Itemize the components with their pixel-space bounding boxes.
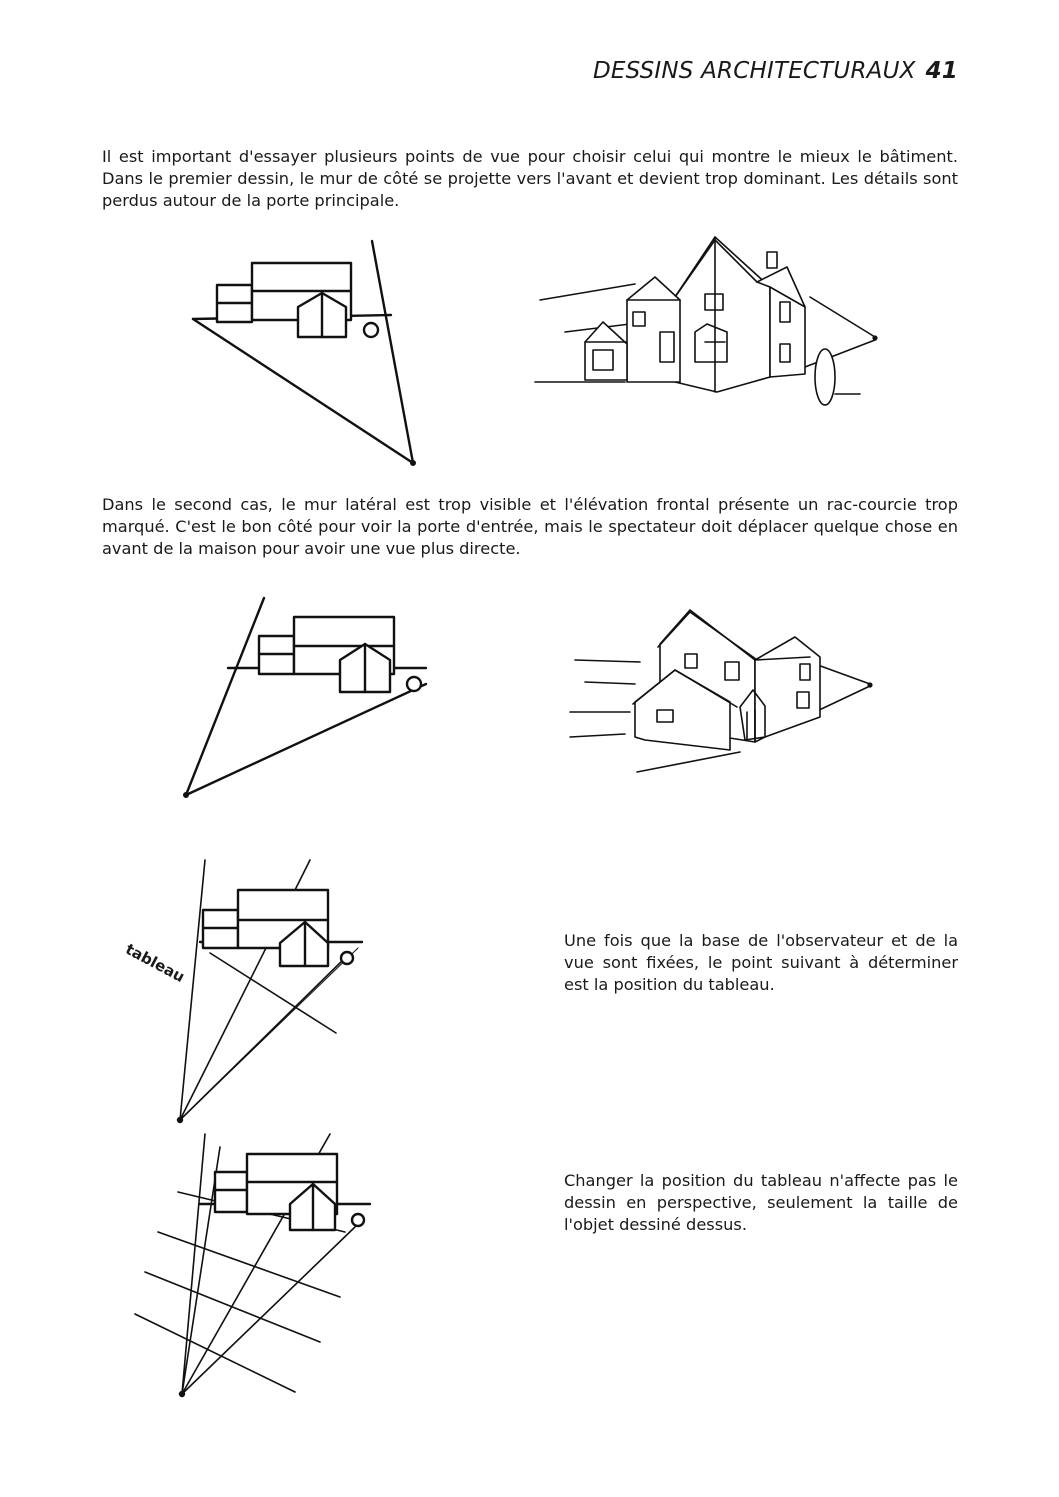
perspective-house-2: [565, 602, 875, 782]
page-number: 41: [925, 58, 958, 84]
paragraph-3: Une fois que la base de l'observateur et de la vue sont fixées, le point suivant à déterminer est la position du tableau.: [564, 931, 958, 994]
perspective-house-1: [535, 232, 880, 412]
paragraph-2: Dans le second cas, le mur latéral est trop visible et l'élévation frontal présente un rac-courcie trop marqué. C'est le bon côté pour voir la porte d'entrée, mais le spectateur doit déplacer quelque chose en avant de la maison pour avoir une vue plus directe.: [102, 495, 958, 558]
plan-diagram-1: [185, 235, 415, 470]
paragraph-1: Il est important d'essayer plusieurs points de vue pour choisir celui qui montre le mieux le bâtiment. Dans le premier dessin, le mur de côté se projette vers l'avant et devient trop dominant. Les détails sont perdus autour de la porte principale.: [102, 147, 958, 210]
plan-diagram-2: [180, 592, 440, 802]
paragraph-4: Changer la position du tableau n'affecte pas le dessin en perspective, seulement la taille de l'objet dessiné dessus.: [564, 1171, 958, 1234]
tableau-label: tableau: [122, 940, 188, 987]
page-header: [593, 58, 958, 84]
tableau-diagram-1: [150, 858, 380, 1128]
tableau-diagram-2: [130, 1132, 380, 1402]
chapter-title: DESSINS ARCHITECTURAUX: [592, 58, 916, 84]
